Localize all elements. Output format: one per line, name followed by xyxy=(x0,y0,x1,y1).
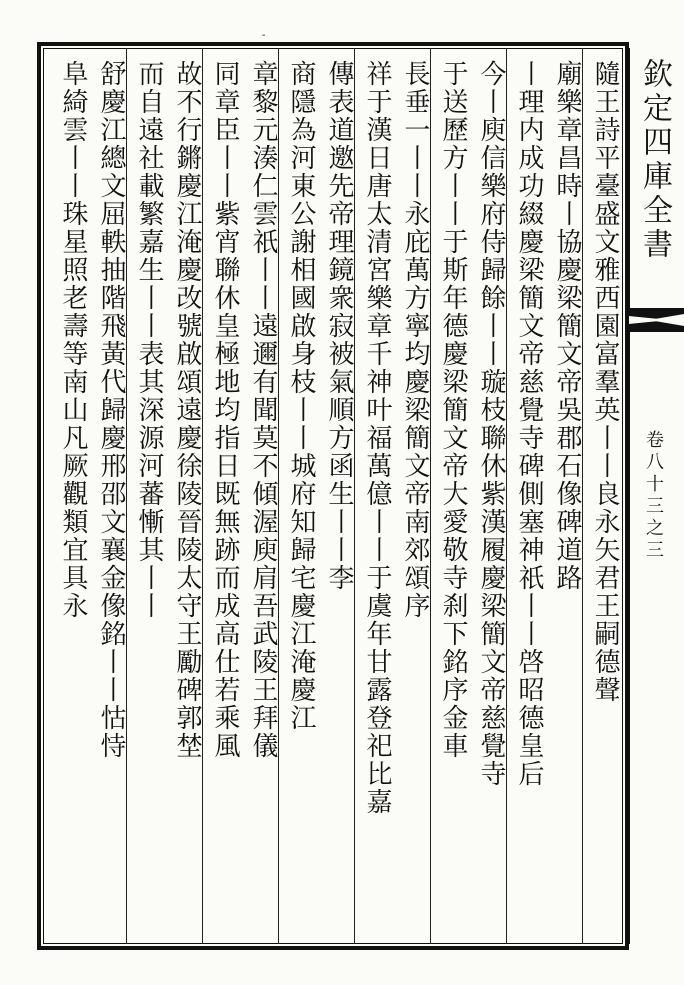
column-rule xyxy=(126,48,127,944)
text-column: 丨理内成功綴慶梁簡文帝慈覺寺碑側塞神祇丨丨啓昭德皇后 xyxy=(514,60,544,788)
margin-divider xyxy=(629,48,630,944)
column-rule xyxy=(430,48,431,944)
text-column: 同章臣丨丨紫宵聯休皇極地均指日既無跡而成高仕若乘風 xyxy=(210,60,240,760)
text-column: 商隱為河東公謝相國啟身枝丨丨城府知歸宅慶江淹慶江 xyxy=(286,60,316,732)
text-column: 阜綺雲丨丨珠星照老壽等南山凡厥觀類宜具永 xyxy=(58,60,88,620)
column-rule xyxy=(354,48,355,944)
text-column: 舒慶江總文屈軼抽階飛黃代歸慶邢邵文襄金像銘丨丨怙恃 xyxy=(96,60,126,760)
text-column: 傳表道邀先帝理鏡衆寂被氣順方函生丨丨李 xyxy=(324,60,354,592)
column-rule xyxy=(582,48,583,944)
column-rule xyxy=(278,48,279,944)
margin-chapter: 卷八十三之三 xyxy=(643,430,664,562)
text-column: 今丨庾信樂府侍歸餘丨丨璇枝聯休紫漢履慶梁簡文帝慈覺寺 xyxy=(476,60,506,788)
text-column: 于送歷方丨丨于斯年德慶梁簡文帝大愛敬寺刹下銘序金車 xyxy=(438,60,468,760)
scan-mark: - xyxy=(262,30,266,41)
text-column: 章黎元湊仁雲祇丨丨遠邇有聞莫不傾渥庾肩吾武陵王拜儀 xyxy=(248,60,278,760)
margin-title: 欽定四庫全書 xyxy=(637,58,672,262)
text-column: 隨王詩平臺盛文雅西園富羣英丨丨良永矢君王嗣德聲 xyxy=(590,60,620,704)
text-column: 廟樂章昌時丨協慶梁簡文帝吳郡石像碑道路 xyxy=(552,60,582,592)
text-column: 故不行鏘慶江淹慶改號啟頌遠慶徐陵晉陵太守王勵碑郭埜 xyxy=(172,60,202,760)
column-rule xyxy=(506,48,507,944)
column-rule xyxy=(202,48,203,944)
fishtail-ornament xyxy=(629,300,684,340)
text-column: 而自遠社載繁嘉生丨丨表其深源河蕃慚其丨丨 xyxy=(134,60,164,620)
text-column: 祥于漢日唐太清宮樂章千神叶福萬億丨丨于虞年甘露登祀比嘉 xyxy=(362,60,392,816)
text-column: 長垂一丨丨永庇萬方寧均慶梁簡文帝南郊頌序 xyxy=(400,60,430,620)
